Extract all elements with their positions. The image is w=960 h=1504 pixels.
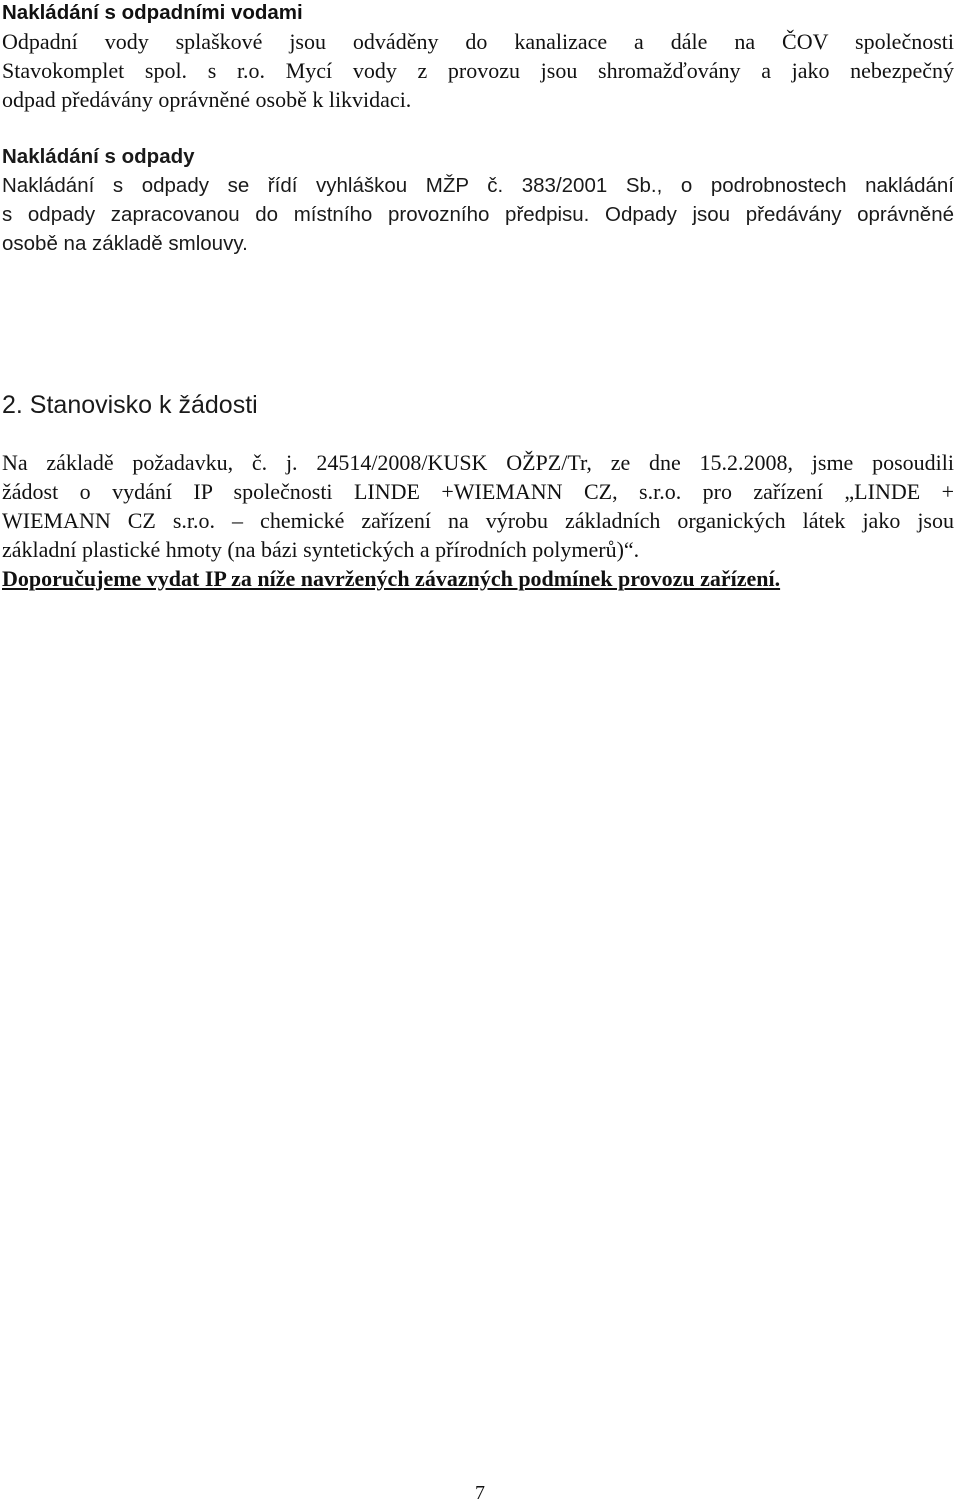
waste-section [2, 142, 954, 258]
statement-title: 2. Stanovisko k žádosti [2, 391, 258, 419]
page-number: 7 [475, 1482, 485, 1504]
waste-water-line-2: Stavokomplet spol. s r.o. Mycí vody z provozu jsou shromažďovány a jako nebezpečný [2, 58, 954, 83]
statement-body [2, 448, 954, 593]
statement-line-4: základní plastické hmoty (na bázi syntetických a přírodních polymerů)“. [2, 537, 640, 562]
statement-section [2, 389, 954, 421]
waste-heading: Nakládání s odpady [2, 145, 195, 168]
statement-recommendation: Doporučujeme vydat IP za níže navržených závazných podmínek provozu zařízení. [2, 566, 781, 591]
waste-line-3: osobě na základě smlouvy. [2, 232, 248, 255]
waste-water-heading: Nakládání s odpadními vodami [2, 1, 303, 24]
waste-line-2: s odpady zapracovanou do místního provozního předpisu. Odpady jsou předávány oprávněné [2, 203, 954, 226]
waste-line-1: Nakládání s odpady se řídí vyhláškou MŽP č. 383/2001 Sb., o podrobnostech nakládání [2, 174, 954, 197]
statement-line-3: WIEMANN CZ s.r.o. – chemické zařízení na výrobu základních organických látek jako jsou [2, 508, 954, 533]
waste-water-line-3: odpad předávány oprávněné osobě k likvidaci. [2, 87, 412, 112]
statement-line-2: žádost o vydání IP společnosti LINDE +WIEMANN CZ, s.r.o. pro zařízení „LINDE + [2, 479, 954, 504]
waste-water-section [2, 0, 954, 114]
statement-line-1: Na základě požadavku, č. j. 24514/2008/KUSK OŽPZ/Tr, ze dne 15.2.2008, jsme posoudili [2, 450, 954, 475]
waste-water-line-1: Odpadní vody splaškové jsou odváděny do kanalizace a dále na ČOV společnosti [2, 29, 954, 54]
